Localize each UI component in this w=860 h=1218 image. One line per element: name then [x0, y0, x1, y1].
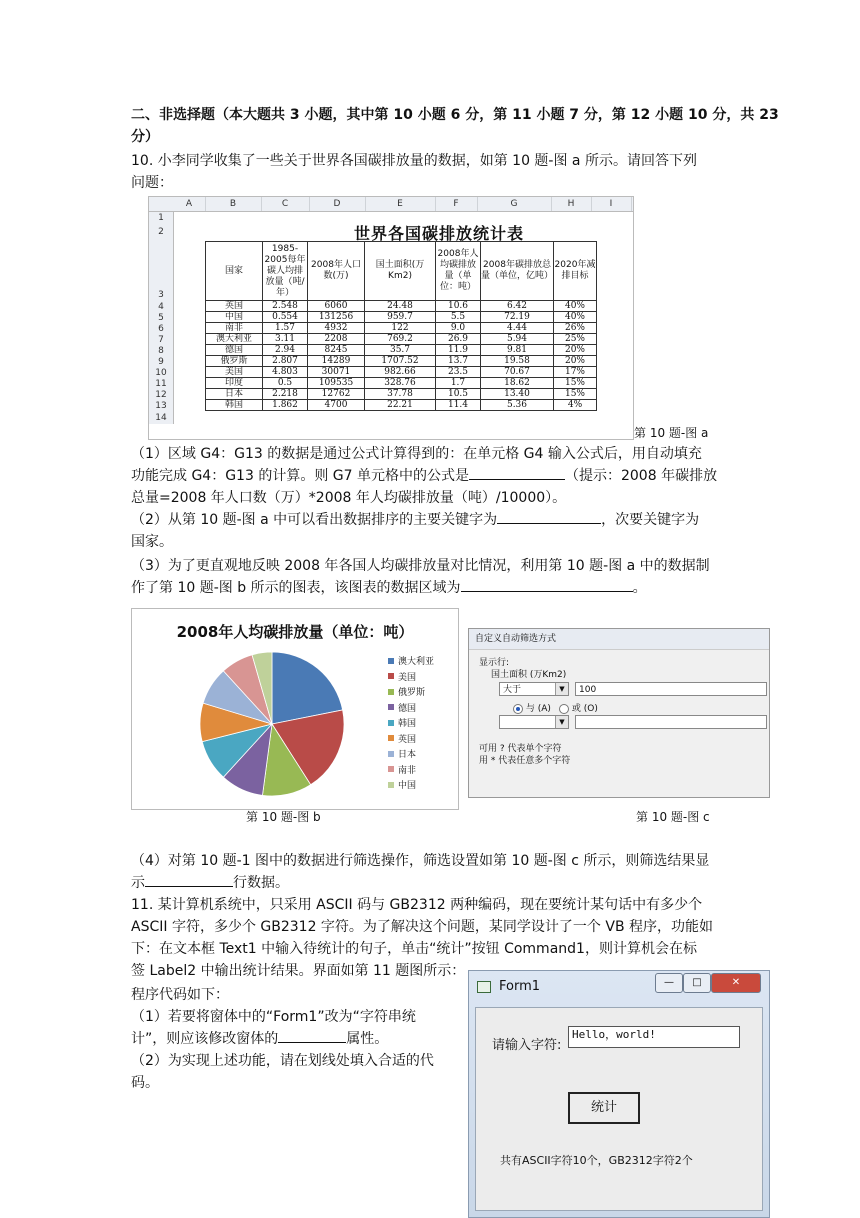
table-cell[interactable]: 4.44 [481, 323, 554, 334]
text1-input[interactable]: Hello，world! [568, 1026, 740, 1048]
table-cell[interactable]: 9.0 [436, 323, 481, 334]
row-number[interactable]: 12 [149, 390, 174, 401]
q10-part1: （1）区域 G4：G13 的数据是通过公式计算得到的：在单元格 G4 输入公式后，用自动填充 [131, 446, 702, 462]
legend-label: 日本 [398, 750, 417, 761]
row-number[interactable]: 6 [149, 324, 174, 335]
header-cell[interactable]: 国家 [206, 242, 263, 301]
legend-swatch [388, 766, 394, 772]
legend-label: 南非 [398, 765, 417, 776]
table-cell[interactable]: 5.94 [481, 334, 554, 345]
q10-part2-text: （2）从第 10 题-图 a 中可以看出数据排序的主要关键字为 [131, 512, 498, 528]
section-title: 二、非选择题（本大题共 3 小题，其中第 10 小题 6 分，第 11 小题 7 分，第 12 小题 10 分，共 23 [131, 107, 779, 123]
table-cell[interactable]: 982.66 [365, 367, 436, 378]
operator-value-1: 大于 [503, 685, 522, 695]
legend-item [388, 777, 434, 793]
header-cell[interactable]: 2020年减排目标 [554, 242, 597, 301]
q10-part2 [131, 509, 741, 531]
q10-part4-l2 [131, 872, 741, 894]
table-cell[interactable]: 328.76 [365, 378, 436, 389]
row-number[interactable]: 8 [149, 346, 174, 357]
q11-sub2: （2）为实现上述功能，请在划线处填入合适的代 [131, 1053, 434, 1069]
legend-item [388, 715, 434, 731]
row-number[interactable]: 11 [149, 379, 174, 390]
radio-checked-icon [513, 704, 523, 714]
q10-part2-text-b: ，次要关键字为 [601, 512, 700, 528]
legend-swatch [388, 689, 394, 695]
column-letter[interactable]: F [435, 197, 478, 211]
table-cell[interactable]: 15% [554, 389, 597, 400]
hint-wildcard-multi: 用 * 代表任意多个字符 [479, 756, 571, 766]
row-number[interactable]: 13 [149, 401, 174, 412]
header-cell[interactable]: 国土面积(万Km2) [365, 242, 436, 301]
legend-item [388, 746, 434, 762]
table-cell[interactable]: 4% [554, 400, 597, 411]
or-label: 或 (O) [571, 704, 598, 714]
custom-autofilter-dialog [468, 628, 770, 798]
q11-text: 11. 某计算机系统中，只采用 ASCII 码与 GB2312 两种编码，现在要统计某句话中有多少个 [131, 897, 703, 913]
dialog-title: 自定义自动筛选方式 [469, 629, 769, 650]
dropdown-arrow-icon[interactable]: ▼ [555, 716, 568, 728]
table-cell[interactable]: 13.40 [481, 389, 554, 400]
table-cell[interactable]: 26.9 [436, 334, 481, 345]
table-cell[interactable]: 2.94 [263, 345, 308, 356]
table-cell[interactable]: 20% [554, 345, 597, 356]
table-cell[interactable]: 19.58 [481, 356, 554, 367]
legend-label: 美国 [398, 672, 417, 683]
pie-chart [192, 649, 352, 809]
close-button[interactable]: ✕ [711, 973, 761, 993]
table-cell[interactable]: 1.862 [263, 400, 308, 411]
column-letter[interactable]: D [309, 197, 366, 211]
table-cell[interactable]: 17% [554, 367, 597, 378]
q10-part3-end: 。 [632, 580, 647, 596]
input-prompt-label: 请输入字符: [492, 1038, 562, 1053]
section-title-cont: 分） [131, 129, 159, 145]
q11-sub1: （1）若要将窗体中的“Form1”改为“字符串统 [131, 1009, 416, 1025]
q11-sub1-text: 计”，则应该修改窗体的 [131, 1031, 279, 1047]
dropdown-arrow-icon[interactable]: ▼ [555, 683, 568, 695]
table-cell[interactable]: 20% [554, 356, 597, 367]
row-number[interactable]: 7 [149, 335, 174, 346]
form-client-area [475, 1007, 763, 1211]
table-cell[interactable]: 26% [554, 323, 597, 334]
column-letter[interactable]: G [477, 197, 552, 211]
table-cell[interactable]: 109535 [308, 378, 365, 389]
table-row [206, 356, 597, 367]
sheet-title: 世界各国碳排放统计表 [354, 224, 525, 243]
q10-intro: 10. 小李同学收集了一些关于世界各国碳排放量的数据，如第 10 题-图 a 所示。请回答下列 [131, 153, 697, 169]
legend-label: 英国 [398, 734, 417, 745]
carbon-table [205, 241, 597, 411]
header-cell[interactable]: 2008年人均碳排放量（单位：吨） [436, 242, 481, 301]
legend-label: 德国 [398, 703, 417, 714]
table-cell[interactable]: 0.554 [263, 312, 308, 323]
form-app-icon [477, 981, 491, 993]
table-cell[interactable]: 5.5 [436, 312, 481, 323]
row-number[interactable]: 3 [149, 240, 174, 302]
row-number[interactable]: 4 [149, 302, 174, 313]
value-input-2[interactable] [575, 715, 767, 729]
hint-wildcard-single: 可用 ? 代表单个字符 [479, 744, 562, 754]
legend-label: 中国 [398, 781, 417, 792]
table-cell[interactable]: 俄罗斯 [206, 356, 263, 367]
row-number[interactable]: 5 [149, 313, 174, 324]
table-cell[interactable]: 12762 [308, 389, 365, 400]
table-row [206, 400, 597, 411]
table-cell[interactable]: 959.7 [365, 312, 436, 323]
table-cell[interactable]: 15% [554, 378, 597, 389]
label2-result: 共有ASCII字符10个，GB2312字符2个 [500, 1154, 693, 1167]
table-cell[interactable]: 10.5 [436, 389, 481, 400]
table-cell[interactable]: 35.7 [365, 345, 436, 356]
table-cell[interactable]: 2.548 [263, 301, 308, 312]
table-cell[interactable]: 11.9 [436, 345, 481, 356]
answer-blank-1[interactable] [469, 465, 565, 480]
table-cell[interactable]: 9.81 [481, 345, 554, 356]
form-title-bar [477, 977, 540, 997]
table-cell[interactable]: 18.62 [481, 378, 554, 389]
q10-part3: （3）为了更直观地反映 2008 年各国人均碳排放量对比情况，利用第 10 题-图 a 中的数据制 [131, 558, 710, 574]
legend-item [388, 684, 434, 700]
row-number[interactable]: 14 [149, 412, 174, 424]
q10-part2-l2: 国家。 [131, 534, 173, 550]
legend-label: 澳大利亚 [398, 657, 435, 668]
table-cell[interactable]: 11.4 [436, 400, 481, 411]
q10-part4-end: 行数据。 [233, 875, 289, 891]
table-cell[interactable]: 2.807 [263, 356, 308, 367]
table-cell[interactable]: 37.78 [365, 389, 436, 400]
table-row [206, 378, 597, 389]
minimize-button[interactable]: — [655, 973, 683, 993]
q10-part3-text: 作了第 10 题-图 b 所示的图表，该图表的数据区域为 [131, 580, 461, 596]
table-cell[interactable]: 23.5 [436, 367, 481, 378]
legend-label: 俄罗斯 [398, 688, 426, 699]
q11-text-3: 下：在文本框 Text1 中输入待统计的句子，单击“统计”按钮 Command1，则计算机会在标 [131, 941, 697, 957]
table-cell[interactable]: 南非 [206, 323, 263, 334]
table-cell[interactable]: 4.803 [263, 367, 308, 378]
row-number[interactable]: 10 [149, 368, 174, 379]
table-cell[interactable]: 24.48 [365, 301, 436, 312]
column-letter[interactable]: E [365, 197, 436, 211]
legend-swatch [388, 782, 394, 788]
chart-legend [388, 653, 434, 793]
table-cell[interactable]: 14289 [308, 356, 365, 367]
q11-text-4: 签 Label2 中输出统计结果。界面如第 11 题图所示： [131, 963, 466, 979]
legend-swatch [388, 751, 394, 757]
figure-b-caption: 第 10 题-图 b [246, 810, 321, 824]
row-number[interactable]: 9 [149, 357, 174, 368]
table-cell[interactable]: 1707.52 [365, 356, 436, 367]
value-input-1[interactable]: 100 [575, 682, 767, 696]
table-cell[interactable]: 6.42 [481, 301, 554, 312]
table-cell[interactable]: 30071 [308, 367, 365, 378]
table-cell[interactable]: 769.2 [365, 334, 436, 345]
show-rows-label: 显示行: [479, 658, 510, 668]
table-cell[interactable]: 印度 [206, 378, 263, 389]
legend-item [388, 762, 434, 778]
field-label: 国土面积 (万Km2) [491, 670, 567, 680]
header-cell[interactable]: 1985-2005每年碳人均排放量（吨/年） [263, 242, 308, 301]
q10-part4-text: 示 [131, 875, 145, 891]
or-radio[interactable] [559, 701, 598, 714]
table-cell[interactable]: 2.218 [263, 389, 308, 400]
table-cell[interactable]: 40% [554, 312, 597, 323]
table-row [206, 389, 597, 400]
legend-swatch [388, 735, 394, 741]
table-cell[interactable]: 25% [554, 334, 597, 345]
table-cell[interactable]: 德国 [206, 345, 263, 356]
spreadsheet-figure-a [148, 196, 634, 440]
q10-part1-l2 [131, 465, 741, 487]
table-cell[interactable]: 8245 [308, 345, 365, 356]
form-title: Form1 [499, 979, 541, 994]
legend-swatch [388, 704, 394, 710]
answer-blank-2[interactable] [497, 509, 601, 524]
q11-sub2-l2: 码。 [131, 1075, 159, 1091]
table-cell[interactable]: 13.7 [436, 356, 481, 367]
table-cell[interactable]: 4932 [308, 323, 365, 334]
table-row [206, 345, 597, 356]
legend-swatch [388, 720, 394, 726]
table-cell[interactable]: 10.6 [436, 301, 481, 312]
column-letter[interactable]: A [173, 197, 206, 211]
q10-part1-hint: （提示：2008 年碳排放 [564, 468, 718, 484]
table-cell[interactable]: 6060 [308, 301, 365, 312]
q10-part4: （4）对第 10 题-1 图中的数据进行筛选操作，筛选设置如第 10 题-图 c 所示，则筛选结果显 [131, 853, 710, 869]
q10-part1-l3: 总量=2008 年人口数（万）*2008 年人均碳排放量（吨）/10000）。 [131, 490, 567, 506]
q10-part1-text: 功能完成 G4：G13 的计算。则 G7 单元格中的公式是 [131, 468, 469, 484]
table-cell[interactable]: 40% [554, 301, 597, 312]
table-row [206, 312, 597, 323]
table-cell[interactable]: 22.21 [365, 400, 436, 411]
q10-part3-l2 [131, 577, 741, 599]
column-letter[interactable]: C [261, 197, 310, 211]
column-letter[interactable]: B [205, 197, 262, 211]
table-cell[interactable]: 5.36 [481, 400, 554, 411]
legend-swatch [388, 673, 394, 679]
legend-item [388, 700, 434, 716]
table-cell[interactable]: 122 [365, 323, 436, 334]
header-cell[interactable]: 2008年人口数(万) [308, 242, 365, 301]
table-cell[interactable]: 英国 [206, 301, 263, 312]
table-cell[interactable]: 澳大利亚 [206, 334, 263, 345]
q10-intro-cont: 问题： [131, 175, 173, 191]
radio-unchecked-icon [559, 704, 569, 714]
answer-blank-5[interactable] [278, 1028, 346, 1043]
table-cell[interactable]: 0.5 [263, 378, 308, 389]
table-cell[interactable]: 3.11 [263, 334, 308, 345]
operator-select-1[interactable] [499, 682, 569, 696]
table-cell[interactable]: 美国 [206, 367, 263, 378]
table-cell[interactable]: 日本 [206, 389, 263, 400]
column-letter[interactable]: I [591, 197, 632, 211]
figure-a-caption: 第 10 题-图 a [634, 426, 709, 440]
legend-swatch [388, 658, 394, 664]
table-row [206, 334, 597, 345]
vb-form-window [468, 970, 770, 1218]
chart-title: 2008年人均碳排放量（单位：吨） [176, 623, 414, 641]
and-radio[interactable] [513, 701, 551, 714]
table-cell[interactable]: 1.57 [263, 323, 308, 334]
table-cell[interactable]: 1.7 [436, 378, 481, 389]
legend-item [388, 731, 434, 747]
command1-button[interactable]: 统计 [568, 1092, 640, 1124]
table-header-row [206, 242, 597, 301]
row-number[interactable]: 2 [149, 224, 174, 240]
figure-c-caption: 第 10 题-图 c [636, 810, 710, 824]
table-cell[interactable]: 72.19 [481, 312, 554, 323]
answer-blank-4[interactable] [145, 872, 233, 887]
table-cell[interactable]: 131256 [308, 312, 365, 323]
answer-blank-3[interactable] [461, 577, 633, 592]
legend-label: 韩国 [398, 719, 417, 730]
table-row [206, 367, 597, 378]
legend-item [388, 653, 434, 669]
table-row [206, 301, 597, 312]
header-cell[interactable]: 2008年碳排放总量（单位，亿吨） [481, 242, 554, 301]
row-number[interactable]: 1 [149, 212, 174, 224]
table-row [206, 323, 597, 334]
and-label: 与 (A) [525, 704, 551, 714]
table-cell[interactable]: 70.67 [481, 367, 554, 378]
legend-item [388, 669, 434, 685]
table-cell[interactable]: 2208 [308, 334, 365, 345]
operator-select-2[interactable] [499, 715, 569, 729]
table-cell[interactable]: 中国 [206, 312, 263, 323]
table-cell[interactable]: 韩国 [206, 400, 263, 411]
maximize-button[interactable]: □ [683, 973, 711, 993]
table-cell[interactable]: 4700 [308, 400, 365, 411]
q11-text-2: ASCII 字符，多少个 GB2312 字符。为了解决这个问题，某同学设计了一个 VB 程序，功能如 [131, 919, 714, 935]
pie-chart-figure-b [131, 608, 459, 810]
column-letter[interactable]: H [551, 197, 592, 211]
q11-sub1-end: 属性。 [346, 1031, 389, 1047]
q11-code-intro: 程序代码如下： [131, 987, 229, 1003]
